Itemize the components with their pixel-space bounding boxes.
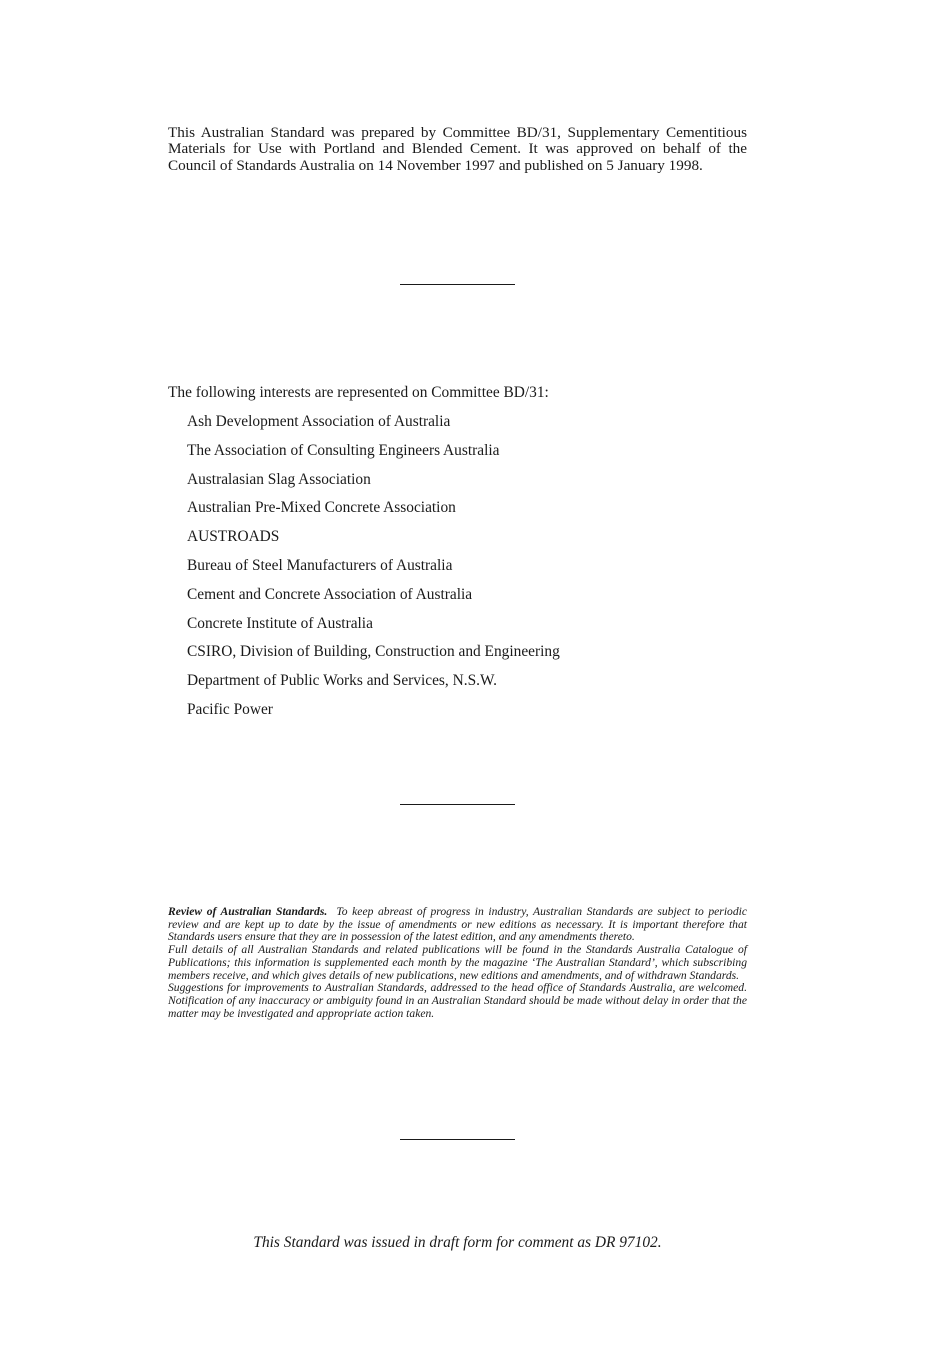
list-item: CSIRO, Division of Building, Construction and Engineering — [187, 643, 560, 661]
list-item: Concrete Institute of Australia — [187, 614, 373, 632]
list-item: The Association of Consulting Engineers Australia — [187, 441, 500, 459]
intro-paragraph: This Australian Standard was prepared by Committee BD/31, Supplementary Cementitious Materials for Use with Portland and Blended Cement. It was approved on behalf of the Council of Standards Australia on 14 November 1997 and published on 5 January 1998. — [168, 124, 747, 174]
list-item: Australian Pre-Mixed Concrete Association — [187, 499, 456, 517]
divider-rule — [400, 284, 515, 285]
review-heading: Review of Australian Standards. — [168, 905, 328, 918]
review-text-1: To keep abreast of progress in industry, Australian Standards are subject to periodic review and are kept up to date by the issue of amendments or new editions as necessary. It is important therefore that Standards users ensure that they are in possession of the latest edition, and any amendments thereto. — [168, 905, 748, 944]
list-item: Cement and Concrete Association of Australia — [187, 585, 473, 603]
list-item: Bureau of Steel Manufacturers of Australia — [187, 556, 453, 574]
list-item: AUSTROADS — [187, 528, 280, 546]
list-item: Ash Development Association of Australia — [187, 413, 451, 430]
interests-list — [187, 413, 560, 730]
interests-heading: The following interests are represented on Committee BD/31: — [168, 384, 549, 401]
list-item: Department of Public Works and Services, N.S.W. — [187, 672, 497, 690]
divider-rule — [400, 1139, 515, 1140]
list-item: Australasian Slag Association — [187, 470, 371, 488]
review-paragraph-3: Suggestions for improvements to Australian Standards, addressed to the head office of Standards Australia, are welcomed. Notification of any inaccuracy or ambiguity found in an Australian Standard should be made without delay in order that the matter may be investigated and appropriate action taken. — [168, 981, 747, 1020]
divider-rule — [400, 804, 515, 805]
draft-note: This Standard was issued in draft form for comment as DR 97102. — [253, 1234, 662, 1251]
review-paragraph-1 — [168, 906, 747, 944]
review-notice — [168, 906, 747, 1020]
list-item: Pacific Power — [187, 700, 273, 718]
review-paragraph-2: Full details of all Australian Standards and related publications will be found in the Standards Australia Catalogue of Publications; this information is supplemented each month by the magazine ‘The Australian Standard’, which subscribing members receive, and which gives details of new publications, new editions and amendments, and of withdrawn Standards. — [168, 943, 747, 982]
